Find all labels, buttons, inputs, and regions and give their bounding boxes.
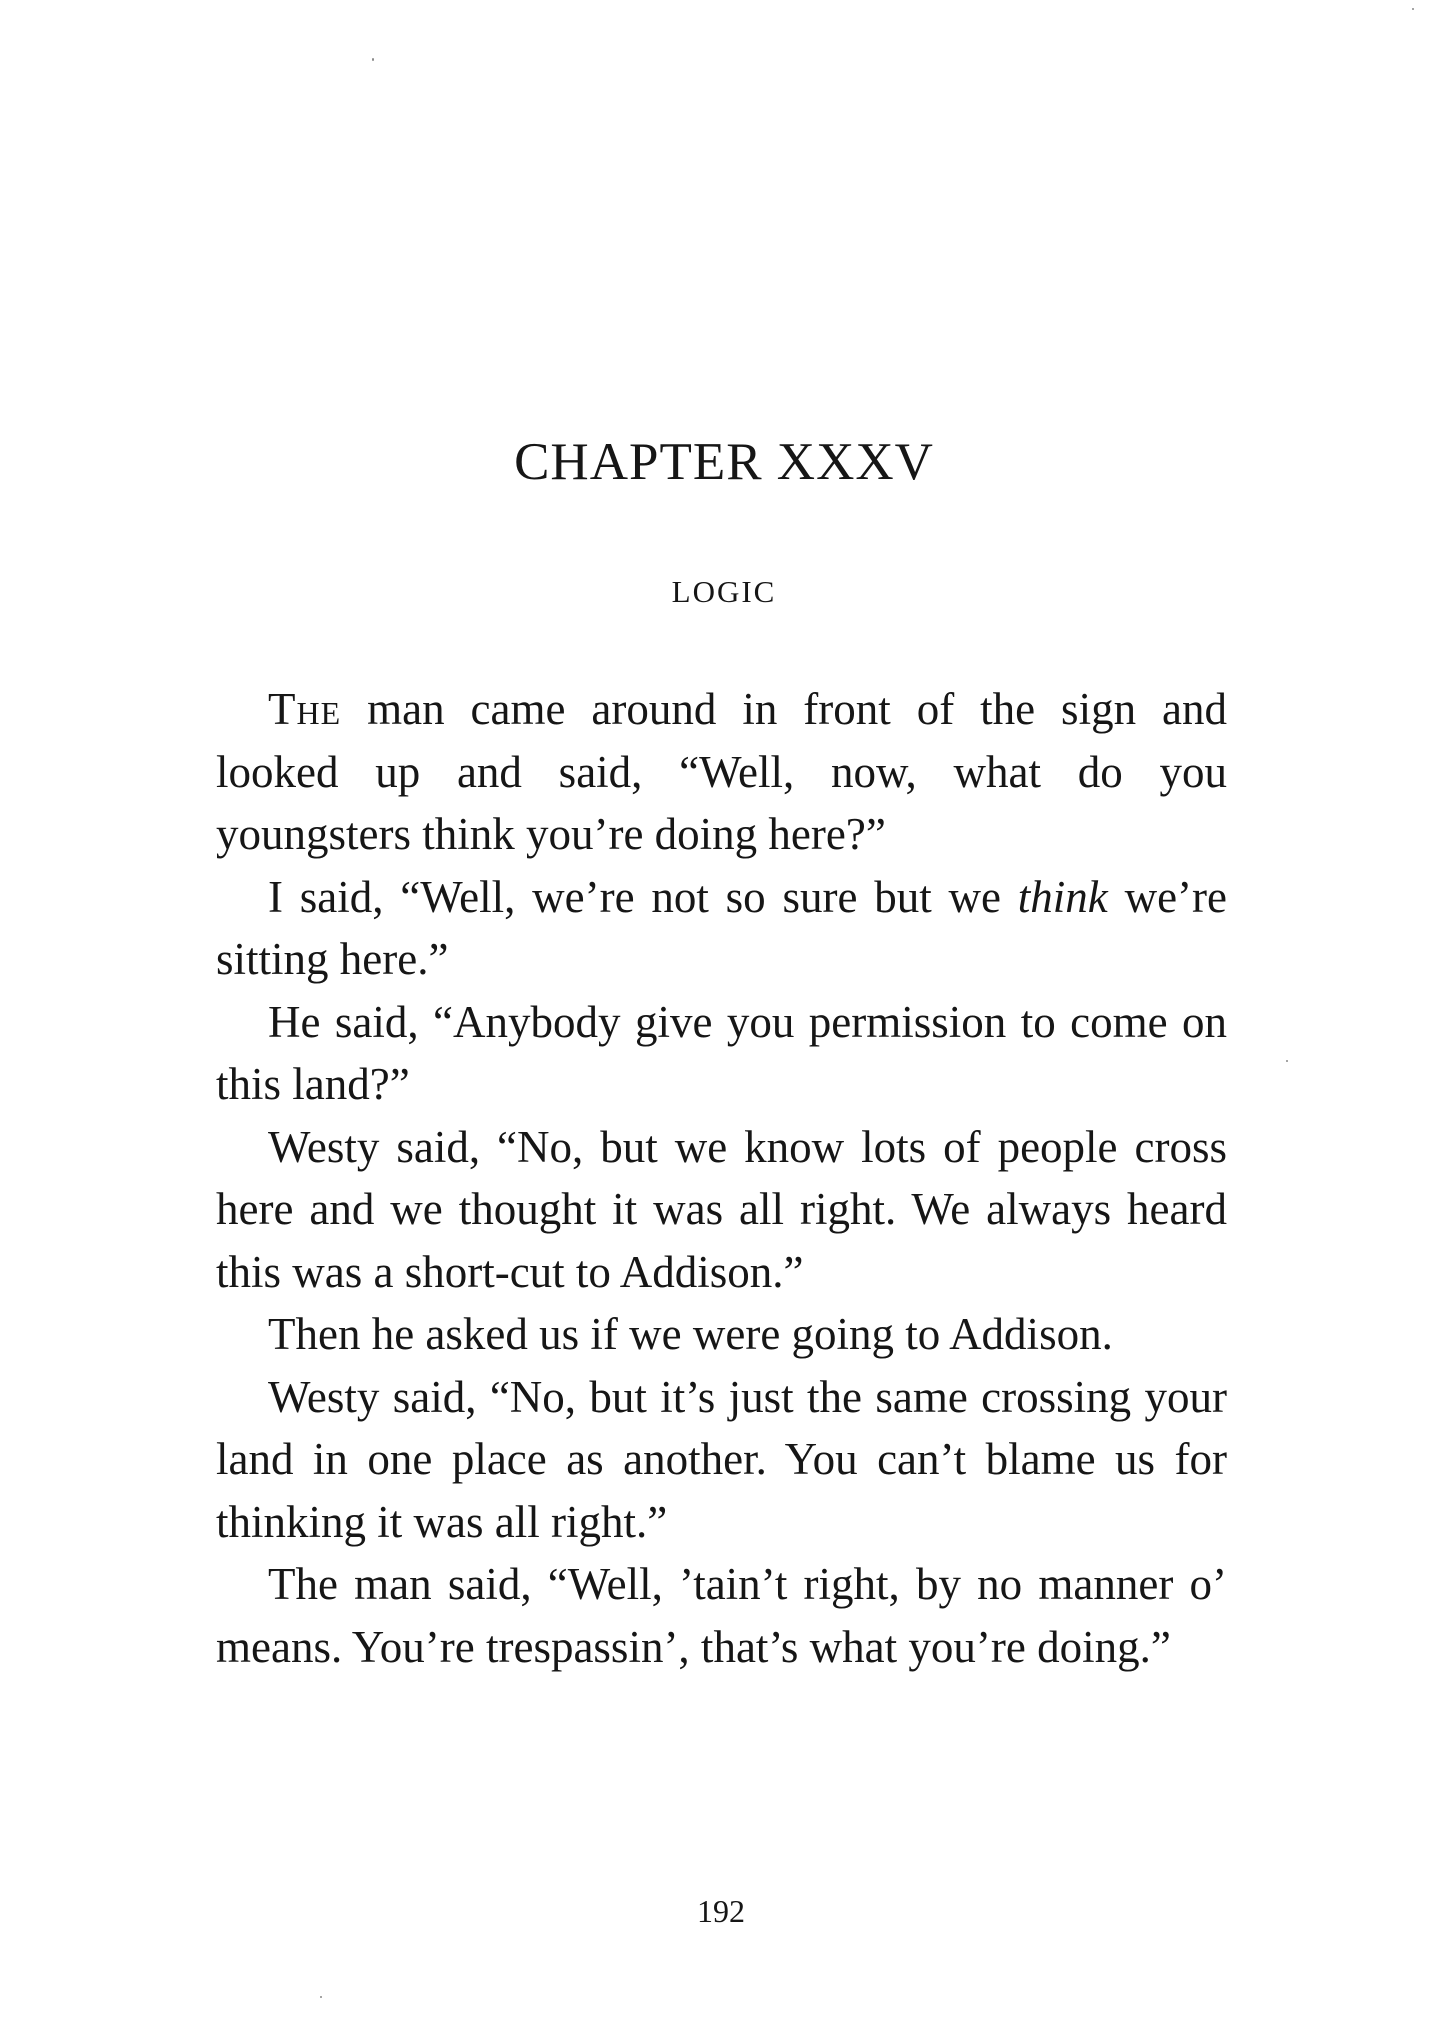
paragraph-2 [216,866,1227,991]
paragraph-1-text: man came around in front of the sign and looked up and said, “Well, now, what do you youngsters think you’re doing here?” [216,684,1227,859]
paragraph-2-emphasis: think [1017,871,1108,922]
chapter-subtitle: LOGIC [671,574,777,609]
scan-speck [1412,8,1414,10]
scan-speck [1286,1060,1288,1062]
page-number: 192 [697,1893,745,1929]
scan-speck [320,1996,322,1998]
body-text [216,678,1227,1678]
paragraph-2-after: we’re sitting here.” [216,871,1227,984]
paragraph-1-lead: The [268,684,342,734]
chapter-title: CHAPTER XXXV [514,433,934,491]
paragraph-4: Westy said, “No, but we know lots of people cross here and we thought it was all right. We always heard this was a short-cut to Addison.” [216,1121,1227,1297]
paragraph-1 [216,678,1227,866]
paragraph-5: Then he asked us if we were going to Addison. [268,1309,1113,1359]
paragraph-7: The man said, “Well, ’tain’t right, by no manner o’ means. You’re trespassin’, that’s what you’re doing.” [216,1559,1227,1672]
paragraph-2-before: I said, “Well, we’re not so sure but we [268,871,1018,922]
paragraph-6: Westy said, “No, but it’s just the same crossing your land in one place as another. You can’t blame us for thinking it was all right.” [216,1371,1227,1547]
paragraph-3: He said, “Anybody give you permission to come on this land?” [216,996,1227,1109]
scan-speck [372,58,374,61]
